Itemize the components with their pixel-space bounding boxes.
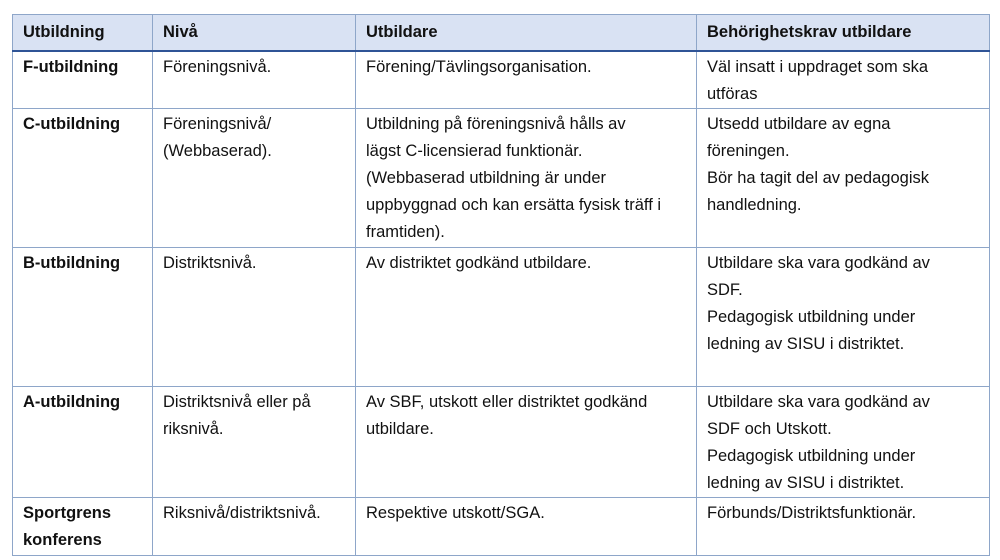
- cell-line: lägst C-licensierad funktionär.: [366, 142, 583, 160]
- cell-line: Utbildare ska vara godkänd av: [707, 393, 930, 411]
- cell-utbildare: [356, 498, 697, 556]
- table-row: [13, 387, 990, 498]
- cell-line: A-utbildning: [23, 393, 121, 411]
- cell-line: uppbyggnad och kan ersätta fysisk träff i: [366, 196, 662, 214]
- cell-line: Föreningsnivå/: [163, 115, 272, 133]
- cell-niva: [153, 109, 356, 248]
- cell-line: SDF.: [707, 281, 743, 299]
- cell-line: Pedagogisk utbildning under: [707, 447, 916, 465]
- cell-line: Utsedd utbildare av egna: [707, 115, 891, 133]
- cell-line: Distriktsnivå.: [163, 254, 257, 272]
- cell-line: Sportgrens: [23, 504, 112, 522]
- cell-line: Pedagogisk utbildning under: [707, 308, 916, 326]
- table-row: [13, 498, 990, 556]
- cell-line: SDF och Utskott.: [707, 420, 832, 438]
- header-row: [13, 15, 990, 52]
- cell-utbildare: [356, 248, 697, 387]
- cell-line: ledning av SISU i distriktet.: [707, 335, 905, 353]
- table-row: [13, 109, 990, 248]
- table-row: [13, 51, 990, 109]
- cell-utbildning: [13, 387, 153, 498]
- cell-niva: [153, 248, 356, 387]
- header-utbildning: Utbildning: [13, 15, 153, 52]
- cell-line: handledning.: [707, 196, 802, 214]
- cell-line: föreningen.: [707, 142, 790, 160]
- cell-line: konferens: [23, 531, 102, 549]
- cell-utbildning: [13, 498, 153, 556]
- cell-line: F-utbildning: [23, 58, 119, 76]
- table-row: [13, 248, 990, 387]
- cell-utbildning: [13, 248, 153, 387]
- header-niva: Nivå: [153, 15, 356, 52]
- cell-line: Väl insatt i uppdraget som ska: [707, 58, 929, 76]
- cell-line: framtiden).: [366, 223, 445, 241]
- cell-krav: [697, 498, 990, 556]
- cell-utbildare: [356, 51, 697, 109]
- cell-line: Distriktsnivå eller på: [163, 393, 311, 411]
- cell-krav: [697, 51, 990, 109]
- cell-utbildning: [13, 109, 153, 248]
- cell-line: Av distriktet godkänd utbildare.: [366, 254, 592, 272]
- header-utbildare: Utbildare: [356, 15, 697, 52]
- cell-line: (Webbaserad utbildning är under: [366, 169, 607, 187]
- cell-line: Föreningsnivå.: [163, 58, 272, 76]
- cell-line: (Webbaserad).: [163, 142, 272, 160]
- cell-line: utbildare.: [366, 420, 434, 438]
- cell-line: Av SBF, utskott eller distriktet godkänd: [366, 393, 648, 411]
- cell-niva: [153, 51, 356, 109]
- table-body: [13, 51, 990, 556]
- cell-krav: [697, 248, 990, 387]
- cell-krav: [697, 387, 990, 498]
- cell-line: ledning av SISU i distriktet.: [707, 474, 905, 492]
- cell-line: Utbildning på föreningsnivå hålls av: [366, 115, 626, 133]
- cell-line: Respektive utskott/SGA.: [366, 504, 545, 522]
- cell-niva: [153, 498, 356, 556]
- cell-line: Riksnivå/distriktsnivå.: [163, 504, 321, 522]
- table-header: [13, 15, 990, 52]
- cell-line: Förbunds/Distriktsfunktionär.: [707, 504, 917, 522]
- cell-utbildning: [13, 51, 153, 109]
- cell-niva: [153, 387, 356, 498]
- cell-line: Förening/Tävlingsorganisation.: [366, 58, 592, 76]
- cell-line: Bör ha tagit del av pedagogisk: [707, 169, 929, 187]
- cell-line: B-utbildning: [23, 254, 121, 272]
- cell-line: utföras: [707, 85, 758, 103]
- cell-utbildare: [356, 387, 697, 498]
- education-requirements-table: [12, 14, 990, 556]
- cell-line: riksnivå.: [163, 420, 224, 438]
- cell-line: Utbildare ska vara godkänd av: [707, 254, 930, 272]
- header-behorighetskrav: Behörighetskrav utbildare: [697, 15, 990, 52]
- cell-krav: [697, 109, 990, 248]
- cell-utbildare: [356, 109, 697, 248]
- cell-line: C-utbildning: [23, 115, 121, 133]
